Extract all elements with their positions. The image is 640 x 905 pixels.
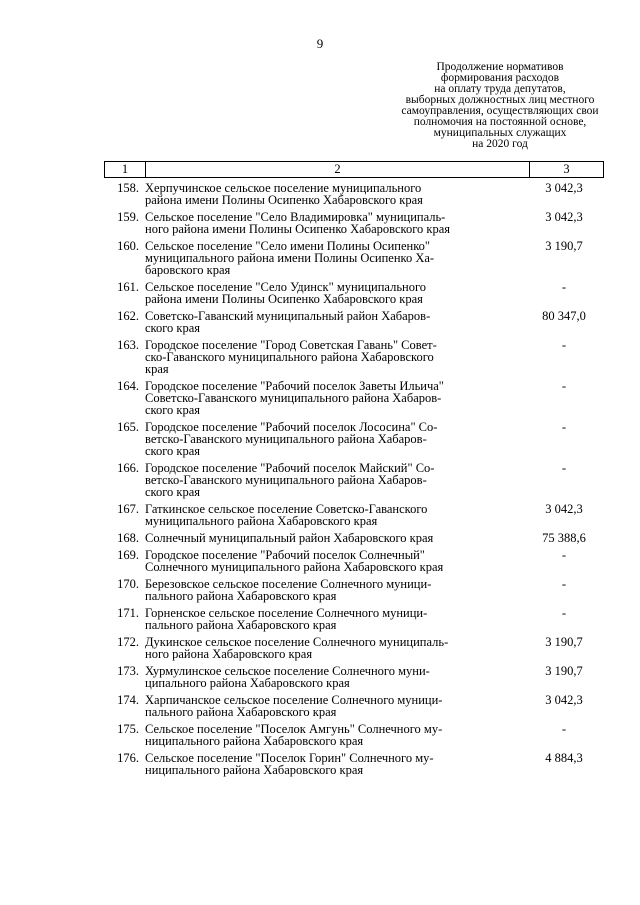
- row-number: 169.: [117, 548, 139, 562]
- continuation-line: на 2020 год: [472, 138, 528, 150]
- table-row: [104, 694, 604, 718]
- continuation-line: Продолжение нормативов: [436, 61, 564, 73]
- row-name-line: муниципального района имени Полины Осипенко Ха-: [145, 251, 435, 265]
- table-row: [104, 182, 604, 206]
- row-name-line: Городское поселение "Рабочий поселок Заветы Ильича": [145, 379, 444, 393]
- table-row: [104, 503, 604, 527]
- row-name-line: пального района Хабаровского края: [145, 618, 337, 632]
- table-row: [104, 421, 604, 457]
- row-name: [145, 578, 500, 602]
- continuation-line: выборных должностных лиц местного: [405, 94, 595, 106]
- row-number: 174.: [117, 693, 139, 707]
- row-name-line: ского края: [145, 321, 201, 335]
- table-row: [104, 380, 604, 416]
- continuation-line: муниципальных служащих: [433, 127, 567, 139]
- row-name: [145, 665, 500, 689]
- row-name-line: Херпучинское сельское поселение муниципального: [145, 181, 422, 195]
- table-row: [104, 607, 604, 631]
- row-name-line: ско-Гаванского муниципального района Хабаровского: [145, 350, 434, 364]
- row-name: [145, 607, 500, 631]
- row-name-line: пального района Хабаровского края: [145, 705, 337, 719]
- row-number: 175.: [117, 722, 139, 736]
- row-value: 3 042,3: [545, 693, 583, 707]
- row-name-line: Сельское поселение "Село имени Полины Осипенко": [145, 239, 431, 253]
- table-row: [104, 723, 604, 747]
- row-name-line: района имени Полины Осипенко Хабаровского края: [145, 292, 423, 306]
- row-name: [145, 694, 500, 718]
- table-row: [104, 752, 604, 776]
- row-name-line: Дукинское сельское поселение Солнечного муниципаль-: [145, 635, 449, 649]
- row-number: 167.: [117, 502, 139, 516]
- row-name: [145, 281, 500, 305]
- row-name-line: Сельское поселение "Поселок Амгунь" Солнечного му-: [145, 722, 443, 736]
- continuation-line: самоуправления, осуществляющих свои: [401, 105, 599, 117]
- row-value: 80 347,0: [542, 309, 586, 323]
- row-value: -: [561, 379, 567, 393]
- row-name-line: Солнечный муниципальный район Хабаровского края: [145, 531, 434, 545]
- table-header: [104, 161, 604, 178]
- table-row: [104, 310, 604, 334]
- row-name-line: Сельское поселение "Село Владимировка" муниципаль-: [145, 210, 446, 224]
- row-name-line: района имени Полины Осипенко Хабаровского края: [145, 193, 423, 207]
- row-value: -: [561, 420, 567, 434]
- row-name: [145, 636, 500, 660]
- continuation-line: формирования расходов: [440, 72, 560, 84]
- row-name-line: Березовское сельское поселение Солнечного муници-: [145, 577, 432, 591]
- row-name-line: Гаткинское сельское поселение Советско-Гаванского: [145, 502, 428, 516]
- row-name-line: Харпичанское сельское поселение Солнечного муници-: [145, 693, 443, 707]
- row-name: [145, 723, 500, 747]
- table-row: [104, 532, 604, 544]
- row-value: 3 042,3: [545, 502, 583, 516]
- row-value: 3 190,7: [545, 664, 583, 678]
- row-number: 172.: [117, 635, 139, 649]
- row-name-line: ветско-Гаванского муниципального района Хабаров-: [145, 473, 427, 487]
- row-name-line: ского края: [145, 485, 201, 499]
- row-number: 158.: [117, 181, 139, 195]
- row-value: 3 190,7: [545, 239, 583, 253]
- row-value: 75 388,6: [542, 531, 586, 545]
- row-number: 173.: [117, 664, 139, 678]
- row-name-line: Городское поселение "Город Советская Гавань" Совет-: [145, 338, 437, 352]
- row-name-line: Городское поселение "Рабочий поселок Лососина" Со-: [145, 420, 438, 434]
- row-value: -: [561, 280, 567, 294]
- row-name-line: муниципального района Хабаровского края: [145, 514, 378, 528]
- row-number: 163.: [117, 338, 139, 352]
- table-row: [104, 281, 604, 305]
- row-number: 159.: [117, 210, 139, 224]
- row-value: 4 884,3: [545, 751, 583, 765]
- row-name-line: ниципального района Хабаровского края: [145, 763, 364, 777]
- row-number: 164.: [117, 379, 139, 393]
- row-name-line: ветско-Гаванского муниципального района Хабаров-: [145, 432, 427, 446]
- row-name: [145, 380, 500, 416]
- column-header-value: 3: [563, 162, 570, 176]
- row-name-line: края: [145, 362, 169, 376]
- row-value: -: [561, 338, 567, 352]
- row-name: [145, 339, 500, 375]
- table-row: [104, 462, 604, 498]
- row-name-line: Советско-Гаванского муниципального района Хабаров-: [145, 391, 442, 405]
- row-name-line: Хурмулинское сельское поселение Солнечного муни-: [145, 664, 430, 678]
- row-name-line: ниципального района Хабаровского края: [145, 734, 364, 748]
- row-name-line: баровского края: [145, 263, 231, 277]
- row-value: 3 042,3: [545, 210, 583, 224]
- table-row: [104, 636, 604, 660]
- column-header-number: 1: [105, 162, 146, 177]
- row-name: [145, 462, 500, 498]
- table-row: [104, 339, 604, 375]
- row-value: -: [561, 722, 567, 736]
- table-row: [104, 665, 604, 689]
- row-name: [145, 211, 500, 235]
- row-name-line: Горненское сельское поселение Солнечного муници-: [145, 606, 428, 620]
- row-value: -: [561, 577, 567, 591]
- row-value: 3 042,3: [545, 181, 583, 195]
- row-name: [145, 503, 500, 527]
- row-value: -: [561, 548, 567, 562]
- row-name: [145, 310, 500, 334]
- continuation-line: на оплату труда депутатов,: [434, 83, 566, 95]
- row-number: 171.: [117, 606, 139, 620]
- row-value: 3 190,7: [545, 635, 583, 649]
- row-number: 176.: [117, 751, 139, 765]
- row-value: -: [561, 606, 567, 620]
- row-name-line: Городское поселение "Рабочий поселок Майский" Со-: [145, 461, 435, 475]
- row-name-line: Сельское поселение "Село Удинск" муниципального: [145, 280, 427, 294]
- column-header-name: 2: [146, 162, 530, 177]
- table-row: [104, 211, 604, 235]
- row-name-line: Советско-Гаванский муниципальный район Хабаров-: [145, 309, 431, 323]
- row-name-line: Городское поселение "Рабочий поселок Солнечный": [145, 548, 425, 562]
- row-number: 170.: [117, 577, 139, 591]
- row-name: [145, 752, 500, 776]
- row-name-line: пального района Хабаровского края: [145, 589, 337, 603]
- row-name: [145, 532, 500, 544]
- table-row: [104, 578, 604, 602]
- table-body: [104, 182, 604, 781]
- row-number: 166.: [117, 461, 139, 475]
- row-name-line: ского края: [145, 444, 201, 458]
- row-number: 160.: [117, 239, 139, 253]
- row-name-line: ципального района Хабаровского края: [145, 676, 350, 690]
- row-name: [145, 421, 500, 457]
- continuation-heading: [380, 62, 620, 150]
- row-value: -: [561, 461, 567, 475]
- row-name-line: ного района имени Полины Осипенко Хабаровского края: [145, 222, 450, 236]
- row-name-line: Солнечного муниципального района Хабаровского края: [145, 560, 444, 574]
- row-name-line: ного района Хабаровского края: [145, 647, 313, 661]
- table-row: [104, 549, 604, 573]
- table-row: [104, 240, 604, 276]
- row-number: 162.: [117, 309, 139, 323]
- row-number: 168.: [117, 531, 139, 545]
- row-number: 165.: [117, 420, 139, 434]
- row-name: [145, 549, 500, 573]
- continuation-line: полномочия на постоянной основе,: [413, 116, 587, 128]
- page-number: 9: [316, 36, 324, 51]
- row-number: 161.: [117, 280, 139, 294]
- row-name-line: ского края: [145, 403, 201, 417]
- row-name: [145, 240, 500, 276]
- row-name: [145, 182, 500, 206]
- row-name-line: Сельское поселение "Поселок Горин" Солнечного му-: [145, 751, 434, 765]
